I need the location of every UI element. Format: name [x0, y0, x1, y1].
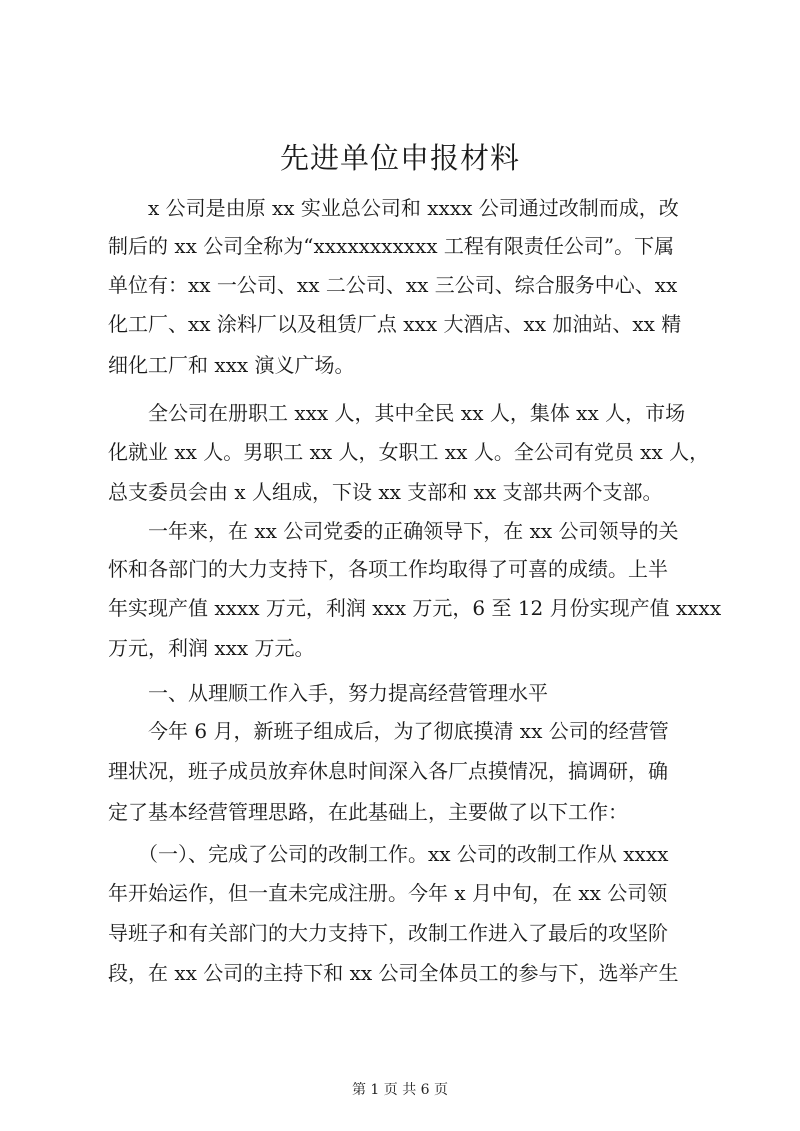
body-line: 制后的 xx 公司全称为“xxxxxxxxxxx 工程有限责任公司”。下属: [108, 234, 675, 258]
body-line: （一）、完成了公司的改制工作。xx 公司的改制工作从 xxxx: [108, 842, 669, 866]
document-title: 先进单位申报材料: [279, 141, 520, 175]
body-line: 万元，利润 xxx 万元。: [108, 636, 315, 660]
body-line: 年开始运作，但一直未完成注册。今年 x 月中旬，在 xx 公司领: [108, 881, 668, 905]
body-line: 怀和各部门的大力支持下，各项工作均取得了可喜的成绩。上半: [108, 557, 668, 581]
body-line: 化就业 xx 人。男职工 xx 人，女职工 xx 人。全公司有党员 xx 人，: [108, 440, 710, 464]
body-line: 细化工厂和 xxx 演义广场。: [108, 353, 355, 377]
body-line: 理状况，班子成员放弃休息时间深入各厂点摸情况，搞调研，确: [108, 759, 668, 783]
body-line: 总支委员会由 x 人组成，下设 xx 支部和 xx 支部共两个支部。: [108, 480, 663, 504]
section-heading: 一、从理顺工作入手，努力提高经营管理水平: [108, 681, 548, 705]
body-line: 单位有：xx 一公司、xx 二公司、xx 三公司、综合服务中心、xx: [108, 273, 678, 297]
body-line: 化工厂、xx 涂料厂以及租赁厂点 xxx 大酒店、xx 加油站、xx 精: [108, 312, 682, 336]
body-line: 今年 6 月，新班子组成后，为了彻底摸清 xx 公司的经营管: [108, 719, 669, 743]
body-line: 一年来，在 xx 公司党委的正确领导下，在 xx 公司领导的关: [108, 519, 679, 543]
body-line: 定了基本经营管理思路，在此基础上，主要做了以下工作：: [108, 800, 628, 824]
page-number-footer: 第 1 页 共 6 页: [351, 1082, 449, 1098]
body-line: x 公司是由原 xx 实业总公司和 xxxx 公司通过改制而成，改: [108, 196, 679, 220]
body-line: 年实现产值 xxxx 万元，利润 xxx 万元，6 至 12 月份实现产值 xxxx: [108, 596, 722, 620]
body-line: 导班子和有关部门的大力支持下，改制工作进入了最后的攻坚阶: [108, 921, 668, 945]
body-line: 全公司在册职工 xxx 人，其中全民 xx 人，集体 xx 人，市场: [108, 401, 686, 425]
body-line: 段，在 xx 公司的主持下和 xx 公司全体员工的参与下，选举产生: [108, 961, 679, 985]
